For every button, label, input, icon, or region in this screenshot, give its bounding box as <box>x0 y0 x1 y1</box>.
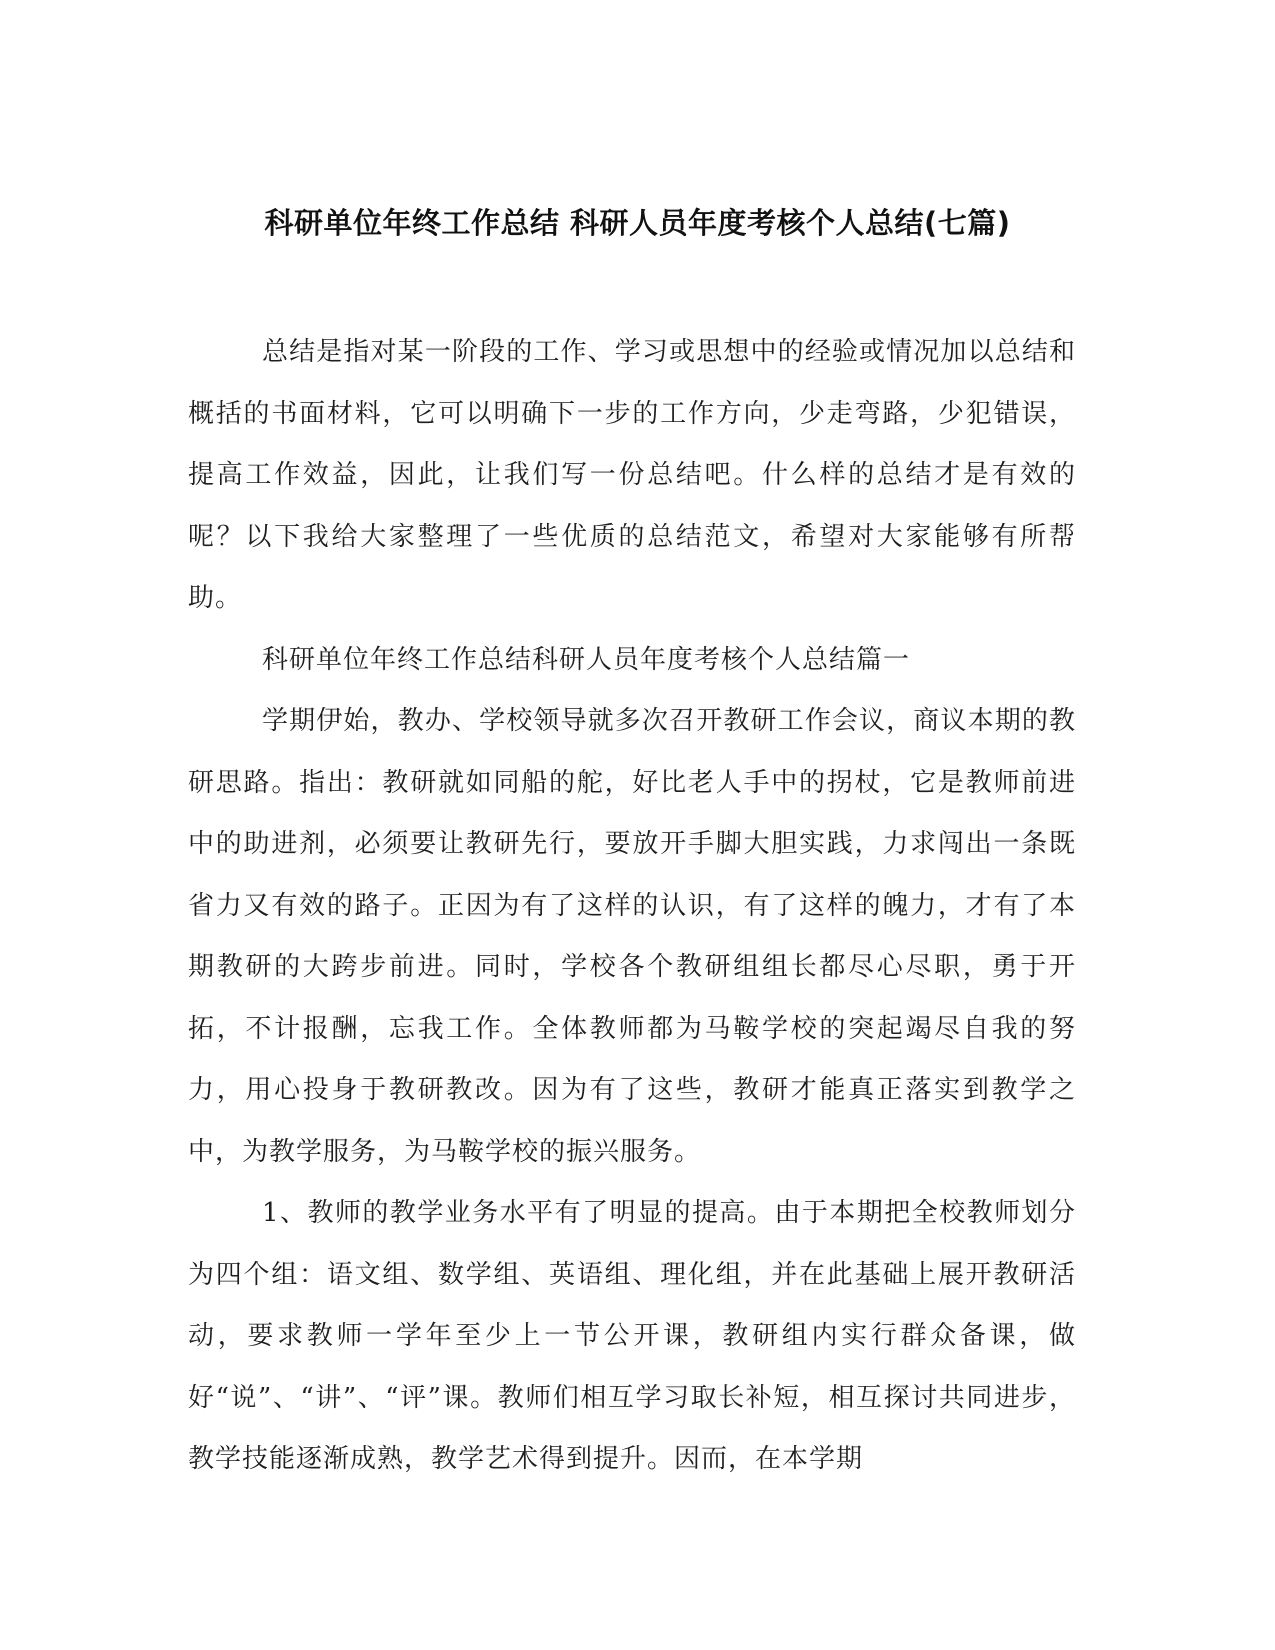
document-title: 科研单位年终工作总结 科研人员年度考核个人总结(七篇) <box>264 206 1011 241</box>
numbered-paragraph-1: 1、教师的教学业务水平有了明显的提高。由于本期把全校教师划分为四个组：语文组、数学组、英语组、理化组，并在此基础上展开教研活动，要求教师一学年至少上一节公开课，教研组内实行群众备课，做好“说”、“讲”、“评”课。教师们相互学习取长补短，相互探讨共同进步，教学技能逐渐成熟，教学艺术得到提升。因而，在本学期 <box>188 1198 1076 1474</box>
section-heading-1: 科研单位年终工作总结科研人员年度考核个人总结篇一 <box>262 644 911 675</box>
body-paragraph: 学期伊始，教办、学校领导就多次召开教研工作会议，商议本期的教研思路。指出：教研就如同船的舵，好比老人手中的拐杖，它是教师前进中的助进剂，必须要让教研先行，要放开手脚大胆实践，力求闯出一条既省力又有效的路子。正因为有了这样的认识，有了这样的魄力，才有了本期教研的大跨步前进。同时，学校各个教研组组长都尽心尽职，勇于开拓，不计报酬，忘我工作。全体教师都为马鞍学校的突起竭尽自我的努力，用心投身于教研教改。因为有了这些，教研才能真正落实到教学之中，为教学服务，为马鞍学校的振兴服务。 <box>188 706 1076 1167</box>
document-body <box>188 322 1076 1491</box>
intro-paragraph: 总结是指对某一阶段的工作、学习或思想中的经验或情况加以总结和概括的书面材料，它可以明确下一步的工作方向，少走弯路，少犯错误，提高工作效益，因此，让我们写一份总结吧。什么样的总结才是有效的呢？以下我给大家整理了一些优质的总结范文，希望对大家能够有所帮助。 <box>188 337 1076 613</box>
